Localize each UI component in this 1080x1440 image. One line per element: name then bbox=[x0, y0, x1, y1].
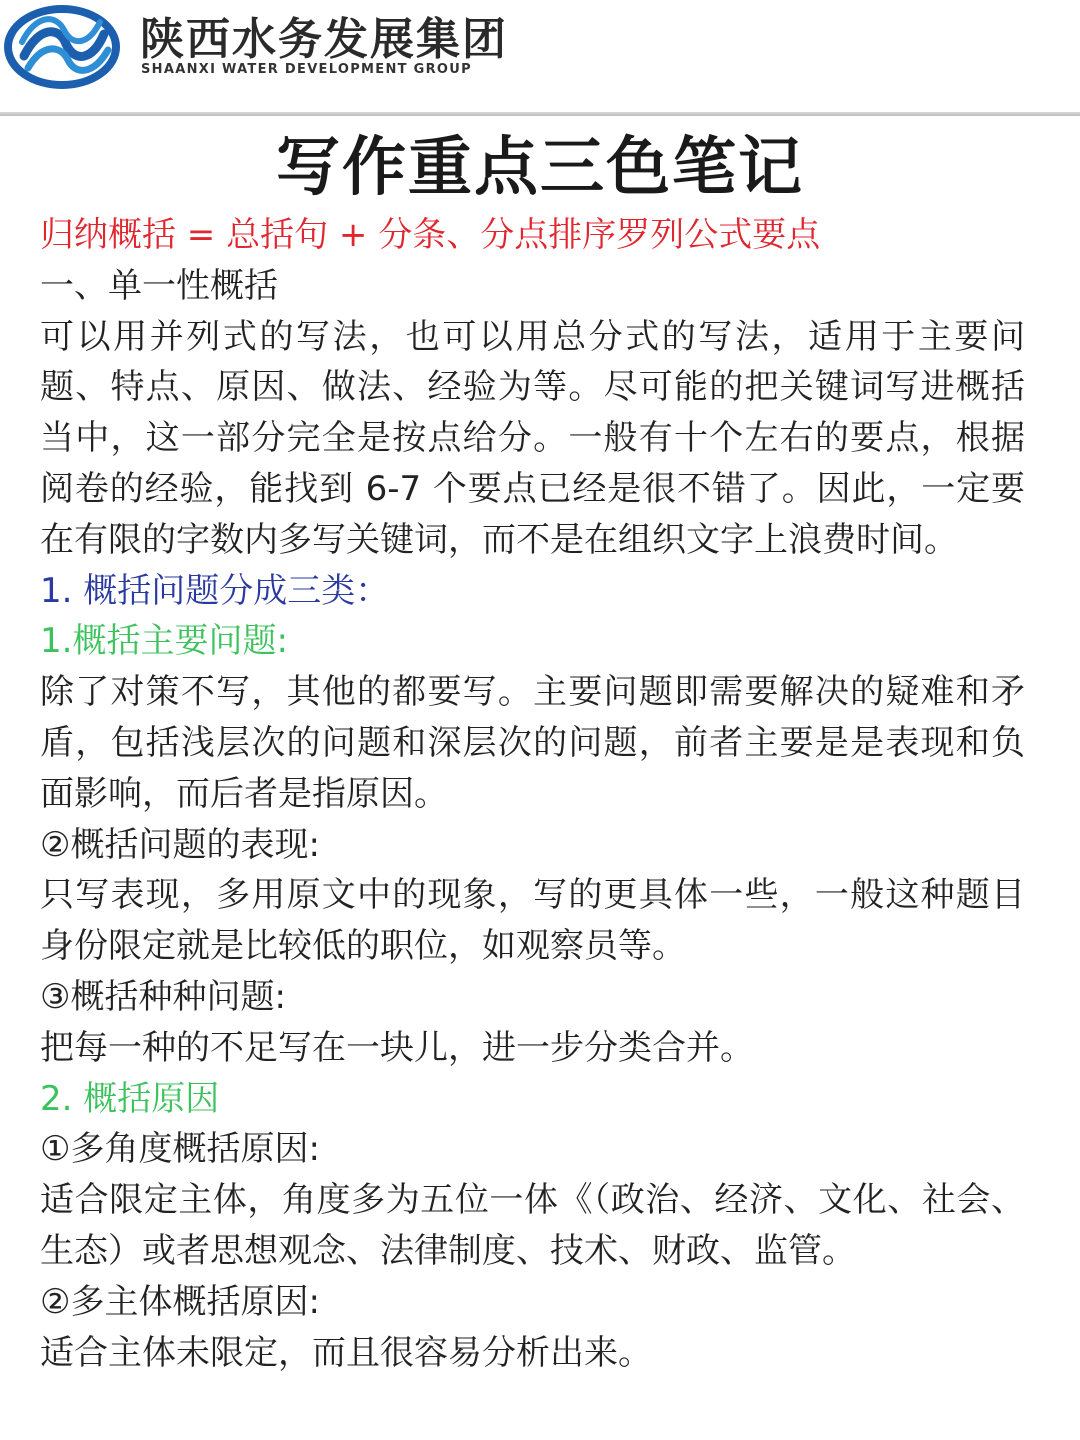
body-paragraph: 除了对策不写，其他的都要写。主要问题即需要解决的疑难和矛盾，包括浅层次的问题和深层次的问题，前者主要是是表现和负面影响，而后者是指原因。 bbox=[40, 672, 1025, 814]
item-heading: ②概括问题的表现: bbox=[40, 824, 320, 865]
item-heading: ②多主体概括原因: bbox=[40, 1281, 320, 1322]
body-paragraph: 可以用并列式的写法，也可以用总分式的写法，适用于主要问题、特点、原因、做法、经验为等。尽可能的把关键词写进概括当中，这一部分完全是按点给分。一般有十个左右的要点，根据阅卷的经验，能找到 6-7 个要点已经是很不错了。因此，一定要在有限的字数内多写关键词，而不是在组织文字上浪费时间。 bbox=[40, 316, 1025, 560]
item-heading: ①多角度概括原因: bbox=[40, 1129, 320, 1170]
item-heading: 1.概括主要问题: bbox=[40, 621, 288, 662]
body-paragraph: 适合限定主体，角度多为五位一体《（政治、经济、文化、社会、生态）或者思想观念、法律制度、技术、财政、监管。 bbox=[40, 1180, 1025, 1271]
body-paragraph: 只写表现，多用原文中的现象，写的更具体一些，一般这种题目身份限定就是比较低的职位，如观察员等。 bbox=[40, 875, 1025, 967]
document-body bbox=[40, 210, 1025, 1378]
subsection-heading: 2. 概括原因 bbox=[40, 1078, 220, 1119]
subsection-heading: 1. 概括问题分成三类： bbox=[40, 570, 390, 611]
body-paragraph: 把每一种的不足写在一块儿，进一步分类合并。 bbox=[40, 1027, 754, 1068]
section-heading: 一、单一性概括 bbox=[40, 265, 278, 306]
body-paragraph: 适合主体未限定，而且很容易分析出来。 bbox=[40, 1332, 652, 1373]
document-title: 写作重点三色笔记 bbox=[276, 130, 804, 205]
brand-name-cn: 陕西水务发展集团 bbox=[140, 14, 508, 65]
brand-name-en: SHAANXI WATER DEVELOPMENT GROUP bbox=[141, 62, 472, 77]
item-heading: ③概括种种问题: bbox=[40, 976, 286, 1017]
formula-line: 归纳概括 = 总括句 + 分条、分点排序罗列公式要点 bbox=[40, 215, 821, 255]
header-divider bbox=[0, 112, 1080, 116]
page-header bbox=[0, 0, 1080, 114]
water-wave-logo-icon bbox=[4, 4, 126, 90]
